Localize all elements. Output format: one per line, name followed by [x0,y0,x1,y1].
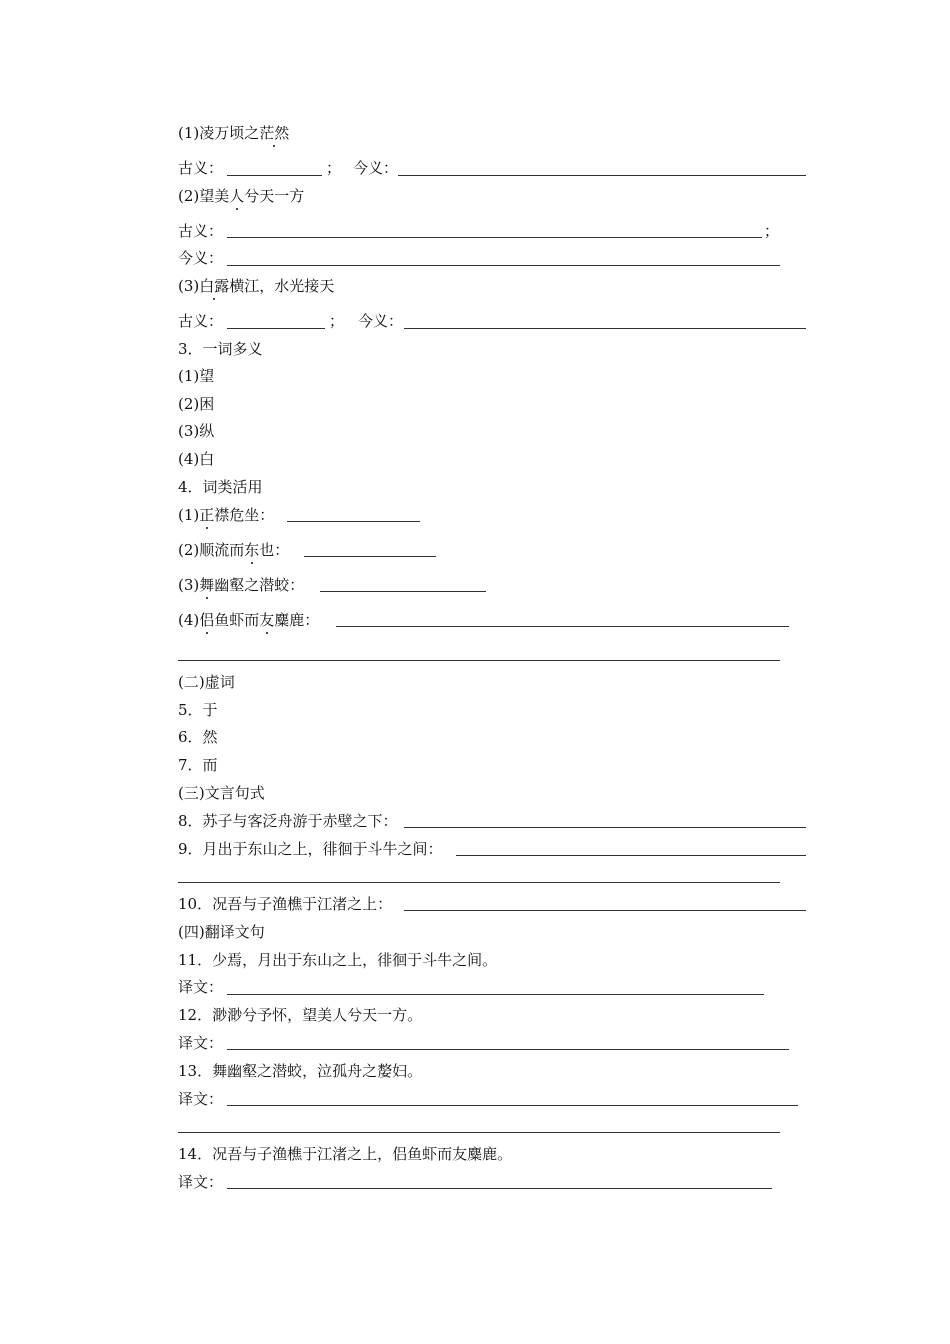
translation-label: 译文： [178,1034,224,1052]
ancient-jin-label: 今义： [353,159,399,177]
list-item: (4)白 [178,450,215,468]
list-item: 5．于 [178,701,218,719]
ancient-gu-label: 古义： [178,222,224,240]
answer-line[interactable] [287,521,420,522]
class-q1 [178,505,274,525]
answer-line[interactable] [227,994,764,995]
answer-line[interactable] [404,827,806,828]
q-text-end: 襟危坐： [214,506,275,524]
q-text: (4) [178,611,200,629]
section-heading: (四)翻译文句 [178,923,265,941]
list-item: 7．而 [178,756,218,774]
separator: ； [326,159,342,177]
answer-line[interactable] [336,626,789,627]
list-item: 6．然 [178,728,218,746]
answer-line[interactable] [227,265,780,266]
answer-line[interactable] [320,591,486,592]
list-item: (2)困 [178,395,215,413]
ancient-jin-label: 今义： [358,312,404,330]
section-heading: 4．词类活用 [178,478,263,496]
separator: ； [764,222,780,240]
dotted-word: 舞 [199,576,215,594]
dotted-word: 正 [199,506,215,524]
answer-line[interactable] [227,175,322,176]
answer-line[interactable] [227,1188,772,1189]
answer-line[interactable] [304,556,436,557]
answer-line[interactable] [227,1105,798,1106]
answer-line[interactable] [398,175,806,176]
q-text: (3) [178,277,200,295]
list-item: (3)纵 [178,422,215,440]
answer-line[interactable] [227,328,325,329]
ancient-gu-label: 古义： [178,159,224,177]
list-item: (1)望 [178,367,215,385]
q-text-mid: 鱼虾而 [214,611,260,629]
answer-line[interactable] [178,882,780,883]
separator: ； [329,312,345,330]
dotted-word: 人 [229,187,245,205]
section-heading: (二)虚词 [178,673,235,691]
syntax-q10: 10．况吾与子渔樵于江渚之上： [178,895,393,913]
dotted-word: 东 [244,541,260,559]
translate-q14: 14．况吾与子渔樵于江渚之上，侣鱼虾而友麋鹿。 [178,1145,513,1163]
translation-label: 译文： [178,1173,224,1191]
syntax-q8: 8．苏子与客泛舟游于赤壁之下： [178,812,398,830]
q-text: (3) [178,576,200,594]
class-q4 [178,610,319,630]
q-text-end: 幽壑之潜蛟： [214,576,305,594]
translate-q12: 12．渺渺兮予怀，望美人兮天一方。 [178,1006,423,1024]
dotted-word: 白露 [199,277,230,295]
answer-line[interactable] [456,855,806,856]
answer-line[interactable] [404,328,806,329]
section-heading: (三)文言句式 [178,784,265,802]
q-text-end: 横江，水光接天 [229,277,335,295]
answer-line[interactable] [404,910,806,911]
q-text-end: 也： [259,541,290,559]
dotted-word: 友 [259,611,275,629]
q-text: (1) [178,506,200,524]
answer-line[interactable] [178,660,780,661]
ancient-q2 [178,186,304,206]
ancient-jin-label: 今义： [178,249,224,267]
translation-label: 译文： [178,1090,224,1108]
q-text-end: 兮天一方 [244,187,305,205]
class-q2 [178,540,289,560]
answer-line[interactable] [178,1132,780,1133]
translation-label: 译文： [178,978,224,996]
translate-q13: 13．舞幽壑之潜蛟，泣孤舟之嫠妇。 [178,1062,423,1080]
q-text: (2)望美 [178,187,230,205]
syntax-q9: 9．月出于东山之上，徘徊于斗牛之间： [178,840,443,858]
ancient-gu-label: 古义： [178,312,224,330]
q-text: (2)顺流而 [178,541,245,559]
dotted-word: 茫然 [259,124,290,142]
translate-q11: 11．少焉，月出于东山之上，徘徊于斗牛之间。 [178,951,498,969]
answer-line[interactable] [227,1049,789,1050]
q-text: (1)凌万顷之 [178,124,260,142]
class-q3 [178,575,304,595]
answer-line[interactable] [227,237,762,238]
dotted-word: 侣 [199,611,215,629]
ancient-q1 [178,123,289,143]
section-heading: 3．一词多义 [178,340,263,358]
ancient-q3 [178,276,334,296]
q-text-end: 麋鹿： [274,611,320,629]
